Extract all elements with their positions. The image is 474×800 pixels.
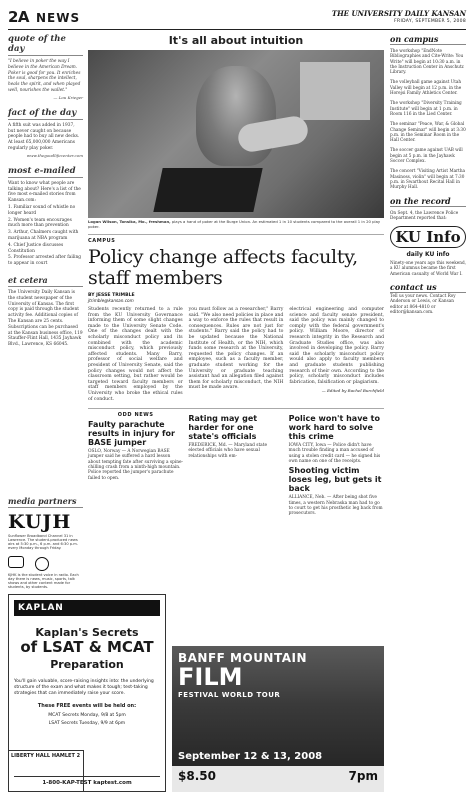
- banff-date: September 12 & 13, 2008: [178, 751, 323, 762]
- quote-text: "I believe in poker the way I believe in the American Dream. Poker is good for you. It enriches the soul, sharpens the intellect, heals the spirit, and when played well, nourishes the wallet.": [8, 59, 81, 93]
- brief-text-2: FREDERICK, Md. — Maryland state elected officials who have sexual relationships with em-: [188, 443, 267, 459]
- caption-text: plays a hand of poker at the Burge Union. An estimated 1 in 10 students compared to the overall 1 in 20 play poker.: [88, 219, 381, 229]
- banff-time: 7pm: [348, 769, 378, 783]
- story-col-3: [289, 307, 384, 402]
- story-body: [88, 307, 384, 402]
- story-col-2: you must follow as a researcher," Barry said. "We also need policies in place and a way to enforce the rules that result in consequences. Rules are not just for students." Barry said the policy had to be updated because the National Institute of Health, or the NIH, which funds some research at the University, requested the policy changes. If an employee, such as a faculty member, graduate student working for the University or graduate teaching assistant had an allegation filed against them for scholarly misconduct, the NIH must be made aware.: [188, 307, 284, 391]
- on-the-record-title: on the record: [390, 196, 466, 207]
- photo-headline: It's all about intuition: [168, 34, 304, 47]
- odd-news-title: ODD NEWS: [117, 412, 154, 419]
- kaplan-headline-1: Kaplan's Secrets: [35, 626, 139, 639]
- banff-film: FILM: [178, 663, 243, 691]
- list-item[interactable]: 3. Arthur, Chalmers caught with marijuana at NBA program: [8, 230, 79, 241]
- student-figure: [196, 66, 276, 166]
- quote-title: quote of the day: [8, 34, 83, 56]
- kaplan-lsat: LSAT Secrets Tuesday, 9/9 at 6pm: [48, 721, 126, 726]
- brief-text-3: IOWA CITY, Iowa — Police didn't have much trouble finding a man accused of using a stolen credit card — he signed his own name on one of the receipts.: [288, 443, 381, 464]
- kuinfo-text: Ninety-one years ago this weekend, a KU alumnus became the first American casualty of World War I.: [390, 260, 466, 276]
- event-item: The seminar "Peace, War, & Global Change Seminar" will begin at 3:30 p.m. in the Seminar Room in the Hall Center.: [390, 121, 466, 143]
- newspaper-page: [8, 8, 466, 792]
- photo-caption-wrap: [88, 219, 384, 229]
- kuinfo-subtitle: daily KU info: [406, 251, 450, 259]
- quote-block: [8, 34, 83, 100]
- list-item[interactable]: 5. Professor arrested after failing to appear in court: [8, 255, 81, 267]
- page-number: 2A: [8, 8, 30, 26]
- fact-title: fact of the day: [8, 108, 83, 120]
- section-divider: [88, 408, 384, 409]
- kaplan-headline-3: Preparation: [50, 658, 124, 671]
- kaplan-mcat: MCAT Secrets Monday, 9/8 at 5pm: [48, 713, 126, 718]
- story-byline: BY JESSE TRIMBLE: [88, 293, 135, 298]
- section-name: NEWS: [36, 11, 81, 25]
- odd-news-col-2: [188, 412, 283, 516]
- brief-headline-1[interactable]: Faulty parachute results in injury for BASE jumper: [88, 420, 175, 448]
- banff-footer: [172, 766, 384, 792]
- kaplan-free: These FREE events will be held on:: [37, 703, 137, 709]
- list-item[interactable]: 2. Women's team encourages much more than prevention: [8, 217, 72, 229]
- banff-title: BANFF MOUNTAIN: [178, 651, 308, 665]
- record-text: On Sept. 4, the Lawrence Police Department reported that:: [390, 209, 459, 220]
- odd-news-col-3: [289, 412, 384, 516]
- kujh-text: Sunflower Broadband Channel 31 in Lawrence. The student-produced news airs at 5:30 p.m., 6 p.m. and 6:30 p.m. every Monday through Friday.: [8, 534, 78, 550]
- story-col-3-text: electrical engineering and computer science and faculty senate president, said the policy was mainly changed to comply with the federal government's policy. William Moore, director of research integrity in the Research and Graduate Studies office, was also involved in developing the policy. Barry said the scholarly misconduct policy would also apply to faculty members and graduate students publishing research of their own. According to the policy, scholarly misconduct includes fabrication, falsification or plagiarism.: [289, 307, 385, 385]
- brief-text-4: ALLIANCE, Neb. — After being shot five times, a western Nebraska man had to go to court to get his prosthetic leg back from prosecutors.: [288, 495, 383, 517]
- kaplan-headline-2: of LSAT & MCAT: [20, 638, 154, 656]
- story-byline-email[interactable]: jtrimble@kansan.com: [88, 298, 134, 303]
- quote-source: — Lou Krieger: [53, 94, 83, 100]
- contact-text[interactable]: Tell us your news. Contact Roy Anderson or Lewis, or Kansan editor at 864-4810 or editor@kansan.com.: [390, 293, 456, 314]
- event-item: The volleyball game against Utah Valley will begin at 12 p.m. in the Horejsi Family Athletics Center.: [390, 79, 462, 96]
- kuinfo-logo: KU Info: [390, 226, 466, 248]
- odd-news-section: [88, 412, 384, 516]
- list-item[interactable]: 1. Familiar sound of whistle no longer heard: [8, 204, 76, 216]
- editor-credit: — Edited by Rachel Burchfield: [321, 388, 385, 394]
- fact-source: www.thegoodlifecenter.com: [26, 152, 83, 158]
- most-emailed-intro: Want to know what people are talking about? Here's a list of the five most e-mailed stories from Kansan.com:: [8, 180, 81, 204]
- banff-price: $8.50: [178, 769, 216, 783]
- etcetera-block: [8, 275, 83, 348]
- etcetera-title: et cetera: [8, 275, 83, 287]
- most-emailed-block: [8, 166, 83, 267]
- brief-headline-2[interactable]: Rating may get harder for one state's officials: [188, 414, 258, 442]
- media-title: media partners: [8, 496, 83, 508]
- on-campus-title: on campus: [390, 34, 466, 45]
- contact-title: contact us: [390, 282, 466, 293]
- caption-name: Logan Wilson, Tonsika, Mo., freshman,: [88, 219, 171, 224]
- kujh-logo: KUJH: [8, 511, 72, 533]
- kaplan-brand: KAPLAN: [14, 600, 160, 616]
- brief-headline-3[interactable]: Police won't have to work hard to solve this crime: [288, 414, 380, 442]
- brief-headline-4[interactable]: Shooting victim loses leg, but gets it back: [288, 466, 382, 494]
- banff-subtitle: FESTIVAL WORLD TOUR: [178, 691, 281, 699]
- event-item: The workshop "Diversity Training Institute" will begin at 1 p.m. in Room 116 in the Lied Center.: [390, 100, 462, 116]
- story-kicker: CAMPUS: [88, 234, 384, 244]
- etcetera-text: The University Daily Kansan is the student newspaper of the University of Kansas. The first copy is paid through the student activity fee. Additional copies of The Kansan are 25 cents. Subscriptions can be purchased at the Kansan business office, 119 Stauffer-Flint Hall, 1435 Jayhawk Blvd., Lawrence, KS 66045.: [8, 289, 83, 348]
- right-column: [390, 34, 466, 319]
- news-photo: [88, 50, 384, 218]
- story-col-1: Students recently returned to a rule from the KU University Governance informing them of some slight changes made to the University Senate Code. One of the changes dealt with the scholarly misconduct policy and its combined with the academic misconduct policy, which previously affected students. Many Barry, professor of social welfare and president of University Senate, said the policy changes would not affect the classroom setting, but rather would be targeted toward faculty members or staff members employed by the University who broke the ethical rules of conduct.: [88, 307, 183, 402]
- radio-icon: [35, 557, 49, 571]
- kaplan-text: You'll gain valuable, score-raising insights into: the underlying structure of the exam and what makes it tough; test-taking strategies that can immediately raise your score.: [14, 679, 154, 696]
- left-column: [8, 34, 83, 356]
- media-partners: [8, 496, 83, 589]
- kjhk-text: KJHK is the student voice in radio. Each day there is news, music, sports, talk shows and other content made for students, by students.: [8, 573, 79, 589]
- event-item: The concert "Visiting Artist Martha Masinoss, violin" will begin at 7:30 p.m. in Swarthout Recital Hall in Murphy Hall.: [390, 168, 466, 190]
- brief-text-1: OSLO, Norway — A Norwegian BASE jumper said he suffered a hard lesson about tempting fate after surviving a spine-chilling crash from a ninth-high mountain. Police reported the jumper's parachute failed to open.: [88, 449, 184, 481]
- story-headline[interactable]: Policy change affects faculty, staff members: [88, 246, 358, 289]
- background-screen: [300, 62, 370, 120]
- event-item: The workshop "EndNote Bibliographies and Cite-Write: You Write" will begin at 10:30 a.m. in the Instruction Center in Anschutz Library.: [390, 48, 464, 75]
- masthead-flag: THE UNIVERSITY DAILY KANSAN: [331, 9, 466, 18]
- odd-news-col-1: [88, 412, 183, 516]
- kaplan-phone[interactable]: 1-800-KAP-TEST kaptest.com: [14, 776, 160, 786]
- banff-ad[interactable]: [172, 646, 384, 792]
- laptop: [153, 168, 262, 212]
- main-content: [88, 34, 384, 516]
- issue-date: FRIDAY, SEPTEMBER 5, 2008: [394, 19, 466, 24]
- most-emailed-list: [8, 205, 83, 267]
- event-item: The soccer game against UAB will begin at 5 p.m. in the Jayhawk Soccer Complex.: [390, 147, 463, 164]
- list-item[interactable]: 4. Chief Justice discusses Constitution: [8, 242, 64, 254]
- liberty-hall-ad[interactable]: LIBERTY HALL HAMLET 2: [8, 750, 84, 792]
- fact-block: [8, 108, 83, 158]
- most-emailed-title: most e-mailed: [8, 166, 83, 178]
- fact-text: A fifth suit was added in 1937, but never caught on because people had to buy all new decks. At least 65,000,000 Americans regularly play poker.: [8, 122, 80, 151]
- photo-caption: [88, 219, 384, 229]
- tv-icon: [8, 556, 24, 568]
- page-header: [8, 8, 466, 30]
